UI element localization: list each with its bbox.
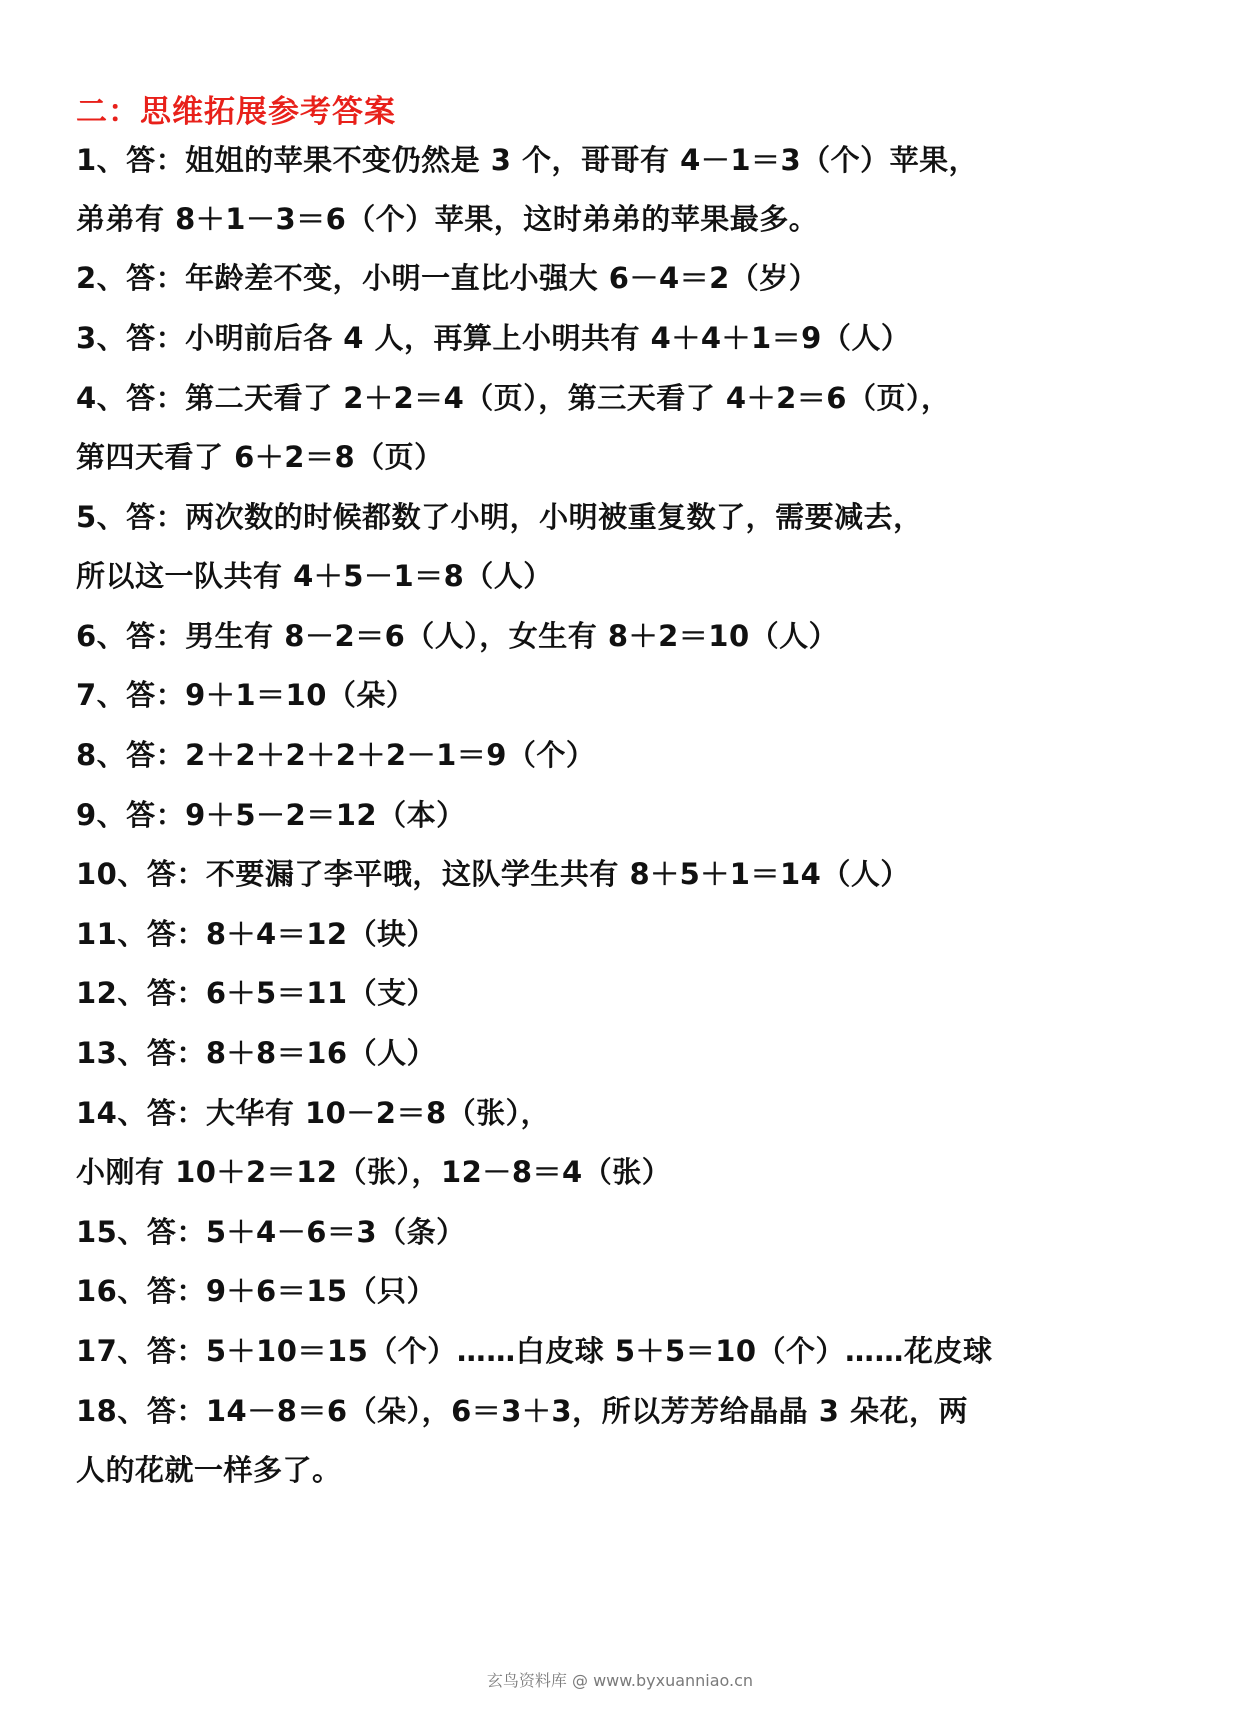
answer-line-1: 1、答：姐姐的苹果不变仍然是 3 个，哥哥有 4－1＝3（个）苹果， xyxy=(76,143,979,177)
answer-line-7: 5、答：两次数的时候都数了小明，小明被重复数了，需要减去， xyxy=(76,500,923,534)
answer-line-21: 17、答：5＋10＝15（个）……白皮球 5＋5＝10（个）……花皮球 xyxy=(76,1334,993,1368)
answer-line-6: 第四天看了 6＋2＝8（页） xyxy=(76,440,444,474)
answer-line-23: 人的花就一样多了。 xyxy=(76,1453,342,1487)
answer-line-5: 4、答：第二天看了 2＋2＝4（页），第三天看了 4＋2＝6（页）， xyxy=(76,381,951,415)
answer-line-14: 11、答：8＋4＝12（块） xyxy=(76,917,437,951)
answer-line-9: 6、答：男生有 8－2＝6（人），女生有 8＋2＝10（人） xyxy=(76,619,839,653)
answer-line-15: 12、答：6＋5＝11（支） xyxy=(76,976,437,1010)
answer-line-16: 13、答：8＋8＝16（人） xyxy=(76,1036,437,1070)
answer-line-4: 3、答：小明前后各 4 人，再算上小明共有 4＋4＋1＝9（人） xyxy=(76,321,911,355)
watermark-footer: 玄鸟资料库 @ www.byxuanniao.cn xyxy=(486,1671,754,1690)
answer-line-18: 小刚有 10＋2＝12（张），12－8＝4（张） xyxy=(76,1155,672,1189)
answer-line-12: 9、答：9＋5－2＝12（本） xyxy=(76,798,466,832)
answer-line-3: 2、答：年龄差不变，小明一直比小强大 6－4＝2（岁） xyxy=(76,261,819,295)
answer-line-19: 15、答：5＋4－6＝3（条） xyxy=(76,1215,466,1249)
answer-line-20: 16、答：9＋6＝15（只） xyxy=(76,1274,437,1308)
answer-line-22: 18、答：14－8＝6（朵），6＝3＋3，所以芳芳给晶晶 3 朵花，两 xyxy=(76,1394,968,1428)
answer-line-11: 8、答：2＋2＋2＋2＋2－1＝9（个） xyxy=(76,738,596,772)
page-title: 二：思维拓展参考答案 xyxy=(76,94,396,130)
answer-line-17: 14、答：大华有 10－2＝8（张）， xyxy=(76,1096,551,1130)
answer-line-10: 7、答：9＋1＝10（朵） xyxy=(76,678,416,712)
answer-line-13: 10、答：不要漏了李平哦，这队学生共有 8＋5＋1＝14（人） xyxy=(76,857,910,891)
answer-line-2: 弟弟有 8＋1－3＝6（个）苹果，这时弟弟的苹果最多。 xyxy=(76,202,819,236)
answer-line-8: 所以这一队共有 4＋5－1＝8（人） xyxy=(76,559,553,593)
